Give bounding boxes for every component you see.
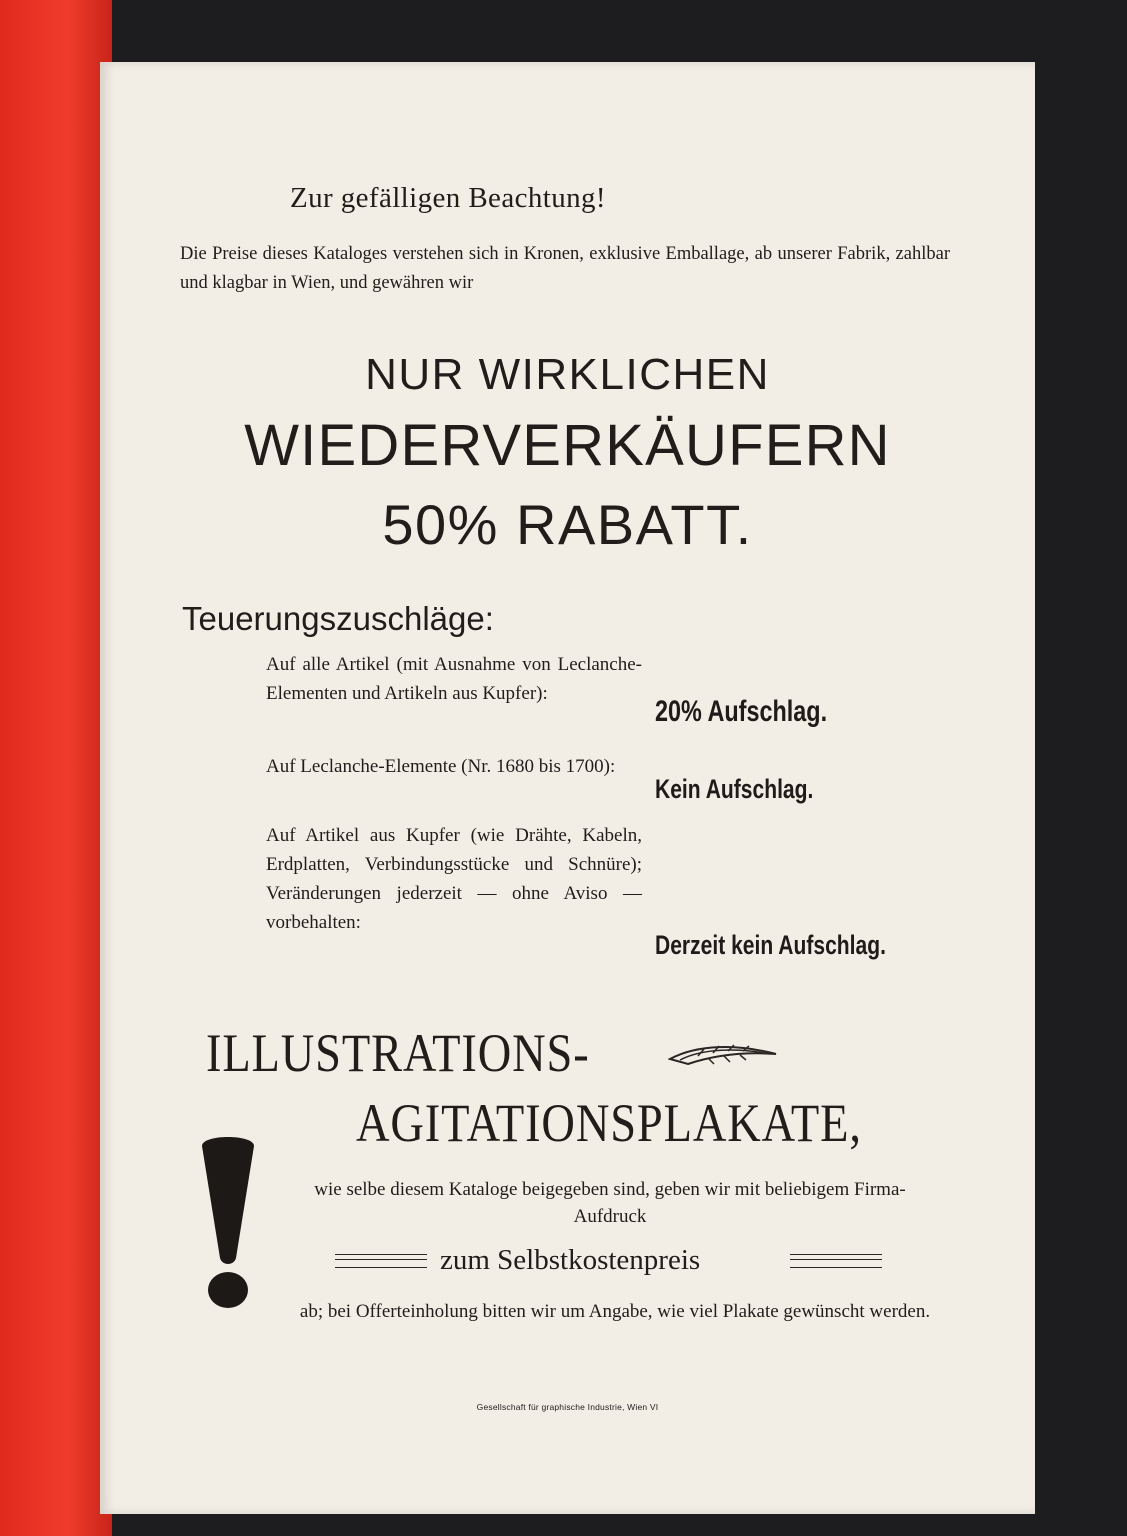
surcharge-item-value: Kein Aufschlag. <box>655 774 814 804</box>
catalog-page <box>100 62 1035 1514</box>
intro-paragraph: Die Preise dieses Kataloges verstehen sich in Kronen, exklusive Emballage, ab unserer Fabrik, zahlbar und klagbar in Wien, und gewähren wir <box>180 244 950 293</box>
posters-heading-2: AGITATIONSPLAKATE, <box>356 1093 862 1153</box>
posters-heading-1: ILLUSTRATIONS- <box>206 1023 590 1083</box>
decorative-rule-left <box>335 1254 427 1268</box>
surcharge-item-text: Auf alle Artikel (mit Ausnahme von Leclanche-Elementen und Artikeln aus Kupfer): <box>266 654 642 704</box>
printer-imprint: Gesellschaft für graphische Industrie, Wien VI <box>476 1402 659 1412</box>
offer-line-1: NUR WIRKLICHEN <box>365 350 770 399</box>
surcharges-title: Teuerungszuschläge: <box>182 600 494 637</box>
page-heading: Zur gefälligen Beachtung! <box>290 182 606 214</box>
surcharge-item-text: Auf Leclanche-Elemente (Nr. 1680 bis 1700): <box>266 756 616 777</box>
price-note: zum Selbstkostenpreis <box>440 1244 701 1276</box>
offer-line-3: 50% RABATT. <box>382 493 753 556</box>
offer-line-2: WIEDERVERKÄUFERN <box>244 413 891 478</box>
surcharge-item-value: Derzeit kein Aufschlag. <box>655 930 886 960</box>
decorative-rule-right <box>790 1254 882 1268</box>
surcharge-item-value: 20% Aufschlag. <box>655 695 828 728</box>
red-cover-edge <box>0 0 112 1536</box>
posters-text-2: ab; bei Offerteinholung bitten wir um Angabe, wie viel Plakate gewünscht werden. <box>299 1301 931 1322</box>
surcharge-item-text: Auf Artikel aus Kupfer (wie Drähte, Kabeln, Erdplatten, Verbindungsstücke und Schnüre); Veränderungen jederzeit — ohne Aviso — vorbehalten: <box>266 825 642 933</box>
posters-text-1: wie selbe diesem Kataloge beigegeben sind, geben wir mit beliebigem Firma-Aufdruck <box>314 1179 906 1227</box>
exclamation-mark-icon <box>196 1134 260 1310</box>
leaf-ornament-icon <box>668 1042 780 1072</box>
